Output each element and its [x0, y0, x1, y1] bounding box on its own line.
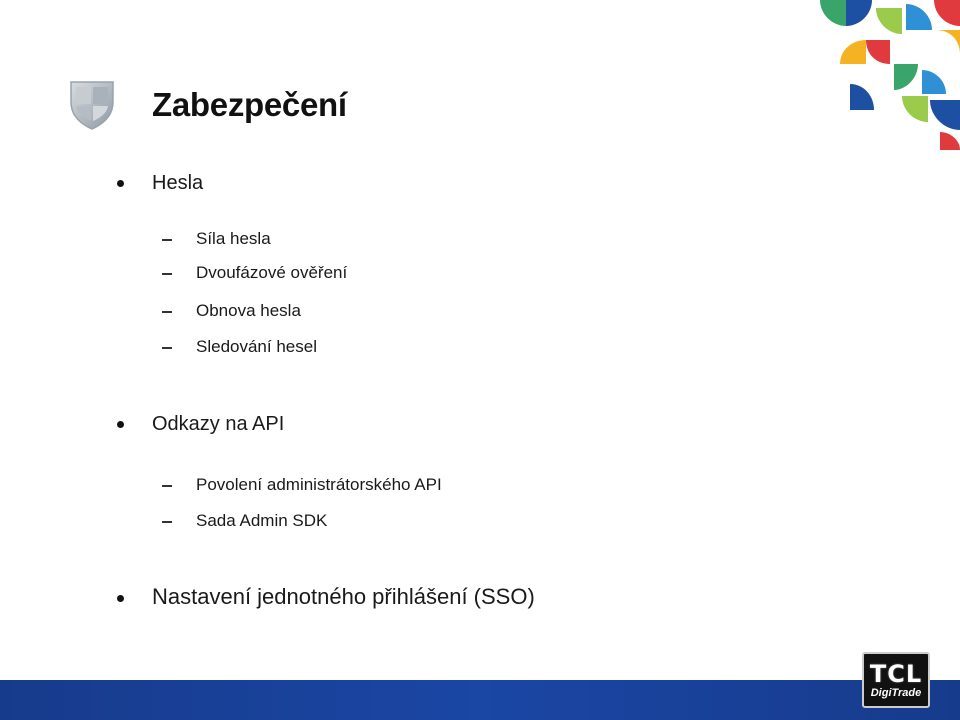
section-label: Hesla	[152, 172, 204, 194]
dash-icon	[162, 311, 172, 313]
shield-icon	[67, 78, 117, 130]
dash-icon	[162, 347, 172, 349]
sub-item-label: Síla hesla	[196, 229, 271, 248]
sub-item-label: Sada Admin SDK	[196, 511, 328, 530]
footer-bar	[0, 680, 960, 720]
sub-item-label: Obnova hesla	[196, 301, 301, 320]
section-label: Odkazy na API	[152, 413, 285, 435]
bullet-icon	[117, 180, 124, 187]
colorful-shapes-decoration	[810, 0, 960, 150]
tcl-digitrade-logo	[862, 652, 930, 708]
logo-text: TCL	[869, 660, 923, 688]
dash-icon	[162, 239, 172, 241]
slide-title: Zabezpečení	[152, 86, 347, 123]
bullet-icon	[117, 421, 124, 428]
logo-subtext: DigiTrade	[870, 687, 922, 699]
dash-icon	[162, 521, 172, 523]
dash-icon	[162, 485, 172, 487]
sub-item-label: Povolení administrátorského API	[196, 475, 442, 494]
bullet-icon	[117, 595, 124, 602]
section-label: Nastavení jednotného přihlášení (SSO)	[152, 584, 535, 609]
sub-item-label: Sledování hesel	[196, 337, 317, 356]
sub-item-label: Dvoufázové ověření	[196, 263, 348, 282]
dash-icon	[162, 273, 172, 275]
